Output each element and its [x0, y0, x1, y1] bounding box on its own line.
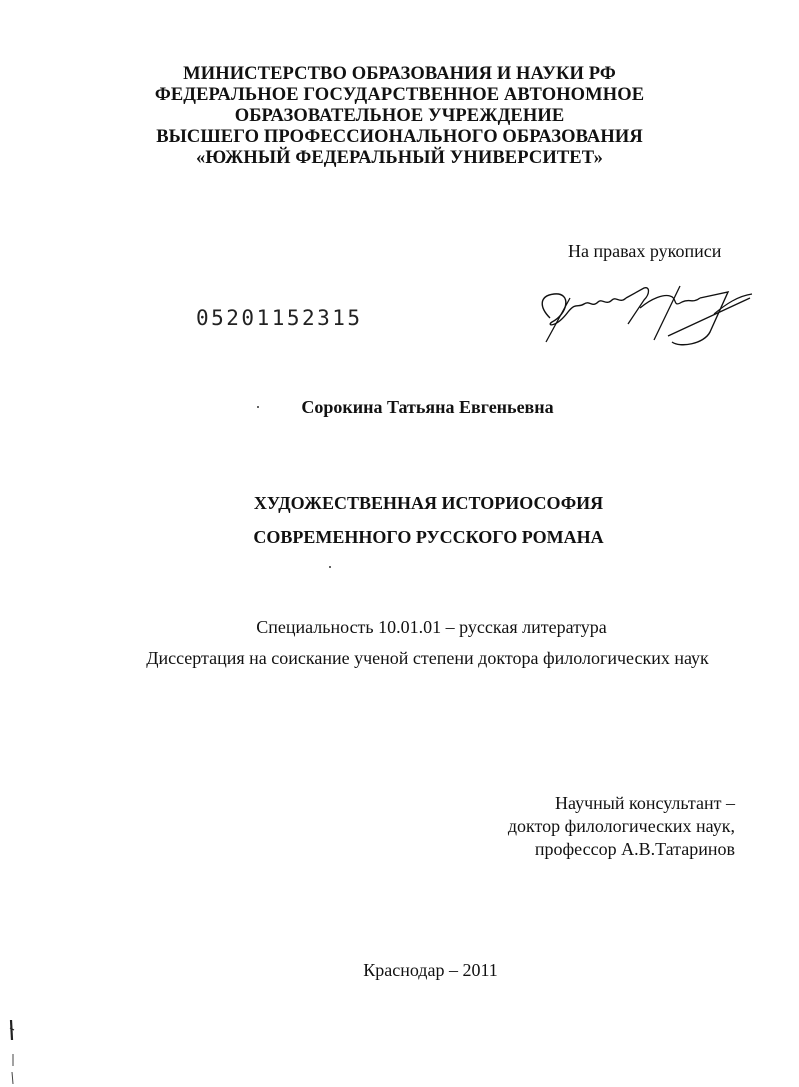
dissertation-title	[0, 486, 799, 554]
header-line-higher: ВЫСШЕГО ПРОФЕССИОНАЛЬНОГО ОБРАЗОВАНИЯ	[156, 127, 643, 147]
author-name: Сорокина Татьяна Евгеньевна	[301, 397, 554, 417]
consultant-line-2: доктор филологических наук,	[507, 816, 735, 836]
scan-speck	[329, 566, 331, 568]
manuscript-note: На правах рукописи	[568, 241, 722, 261]
consultant-line-3: профессор А.В.Татаринов	[534, 839, 735, 859]
header-line-university: «ЮЖНЫЙ ФЕДЕРАЛЬНЫЙ УНИВЕРСИТЕТ»	[195, 148, 604, 168]
title-line-1: ХУДОЖЕСТВЕННАЯ ИСТОРИОСОФИЯ	[253, 493, 604, 513]
title-line-2: СОВРЕМЕННОГО РУССКОГО РОМАНА	[253, 527, 604, 547]
institution-header	[0, 64, 799, 169]
specialty-line: Специальность 10.01.01 – русская литература	[256, 617, 607, 637]
degree-line: Диссертация на соискание ученой степени доктора филологических наук	[146, 648, 709, 668]
header-line-ministry: МИНИСТЕРСТВО ОБРАЗОВАНИЯ И НАУКИ РФ	[183, 64, 616, 84]
scan-margin-marks	[6, 1018, 20, 1086]
header-line-educational: ОБРАЗОВАТЕЛЬНОЕ УЧРЕЖДЕНИЕ	[234, 106, 565, 126]
consultant-line-1: Научный консультант –	[555, 793, 735, 813]
signature-scribble	[532, 278, 757, 350]
header-line-federal: ФЕДЕРАЛЬНОЕ ГОСУДАРСТВЕННОЕ АВТОНОМНОЕ	[154, 85, 645, 105]
city-year: Краснодар – 2011	[363, 960, 498, 980]
document-number: 05201152315	[196, 306, 363, 330]
scientific-consultant	[508, 792, 735, 861]
